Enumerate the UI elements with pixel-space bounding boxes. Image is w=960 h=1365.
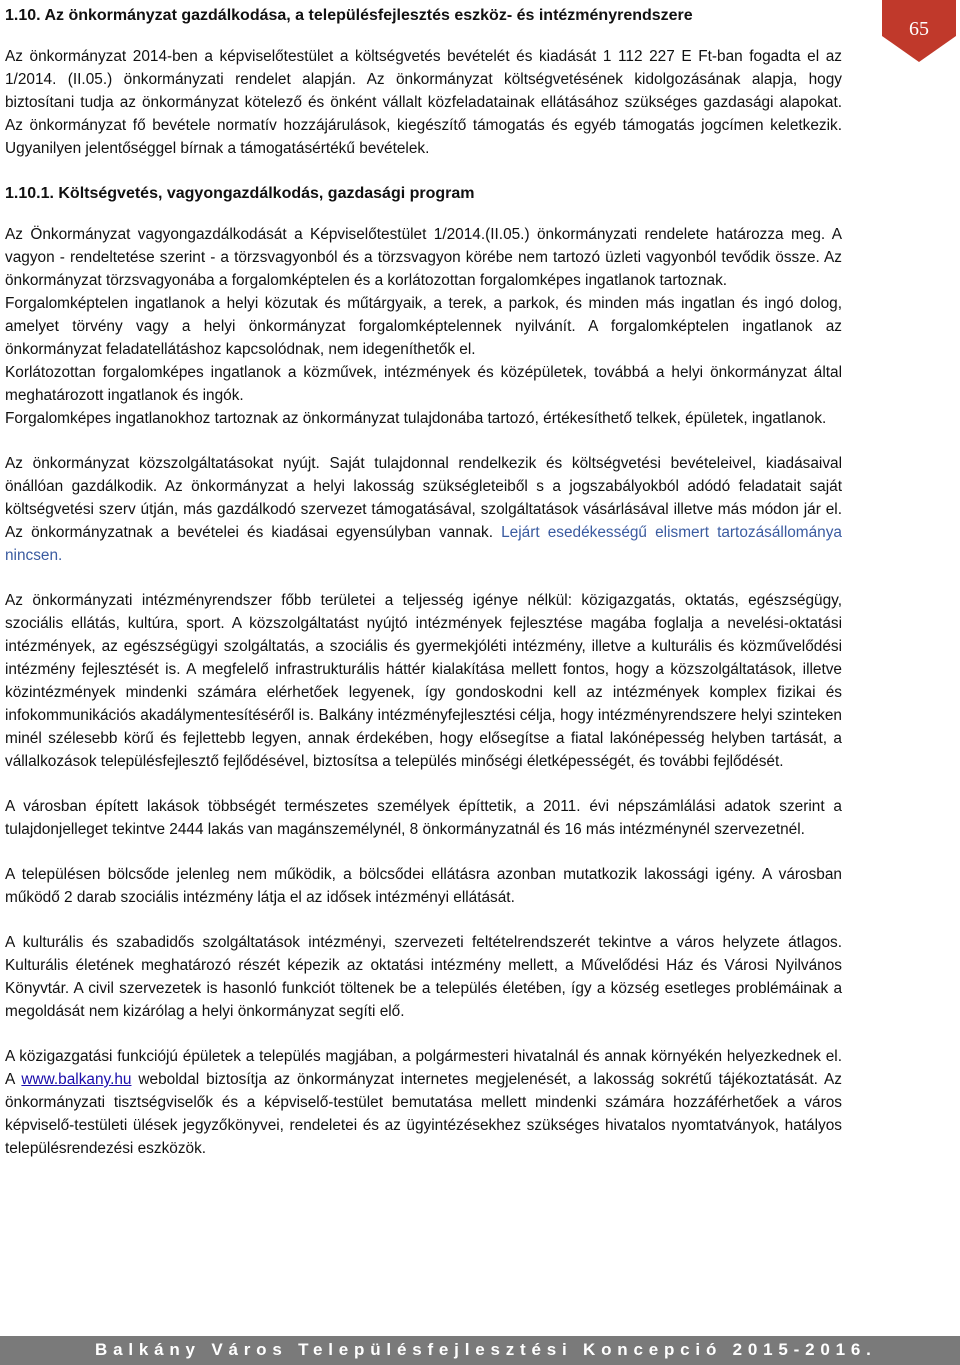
- paragraph-culture: A kulturális és szabadidős szolgáltatások intézményi, szervezeti feltételrendszerét tekintve a város helyzete átlagos. Kulturális életének meghatározó részét képezik az oktatási intézmény mellett, a Művelődési Ház és Városi Nyilvános Könyvtár. A civil szervezetek is hasonló funkciót töltenek be a település életében, így a község esetleges problémáinak a megoldását nem kizárólag a helyi önkormányzat segíti elő.: [5, 934, 842, 1020]
- paragraph-administration-text-after: weboldal biztosítja az önkormányzat internetes megjelenését, a lakosság sokrétű tájékoztatását. Az önkormányzati tisztségviselők és a képviselő-testület bemutatása mellett mindenki számára hozzáférhetőek a város képviselő-testületi ülések jegyzőkönyvei, rendeletei és az ügyintézésekhez szükséges hivatalos nyomtatványok, hatályos településrendezési eszközök.: [5, 1071, 842, 1157]
- paragraph-public-services-text: Az önkormányzat közszolgáltatásokat nyújt. Saját tulajdonnal rendelkezik és költségvetési bevételeivel, kiadásaival önállóan gazdálkodik. Az önkormányzat a helyi lakosság szükségleteiből s a jogszabályokból adódó feladatait saját költségvetési szerv útján, más gazdálkodó szervezet támogatásával, szolgáltatások vásárlásával illetve más módon jár el. Az önkormányzatnak a bevételei és kiadásai egyensúlyban vannak.: [5, 455, 842, 541]
- debt-statement: Lejárt esedékességű elismert tartozásállománya nincsen.: [5, 524, 842, 564]
- paragraph-administration: [5, 1045, 842, 1160]
- paragraph-administration-text-before: A közigazgatási funkciójú épületek a település magjában, a polgármesteri hivatalnál és annak környékén helyezkednek el. A: [5, 1048, 842, 1088]
- paragraph-budget: Az önkormányzat 2014-ben a képviselőtestület a költségvetés bevételét és kiadását 1 112 227 E Ft-ban fogadta el az 1/2014. (II.05.) önkormányzati rendelet alapján. Az önkormányzat költségvetésének kidolgozásának alapja, hogy biztosítani tudja az önkormányzat kötelező és önként vállalt közfeladatainak ellátásához szükséges gazdasági alapokat. Az önkormányzat fő bevétele normatív hozzájárulások, kiegészítő támogatás és egyéb támogatás jogcímen keletkezik. Ugyanilyen jelentőséggel bírnak a támogatásértékű bevételek.: [5, 48, 842, 157]
- paragraph-restricted: Korlátozottan forgalomképes ingatlanok a közművek, intézmények és középületek, továbbá a helyi önkormányzat által meghatározott ingatlanok és ingók.: [5, 364, 842, 404]
- document-body: [5, 4, 842, 1160]
- paragraph-housing: A városban épített lakások többségét természetes személyek építtetik, a 2011. évi népszámlálási adatok szerint a tulajdonjelleget tekintve 2444 lakás van magánszemélynél, 8 önkormányzatnál és 16 más intézménynél szervezetnél.: [5, 798, 842, 838]
- paragraph-marketable: Forgalomképes ingatlanokhoz tartoznak az önkormányzat tulajdonába tartozó, értékesíthető telkek, épületek, ingatlanok.: [5, 410, 827, 427]
- paragraph-non-marketable: Forgalomképtelen ingatlanok a helyi közutak és műtárgyaik, a terek, a parkok, és minden más ingatlan és ingó dolog, amelyet törvény vagy a helyi önkormányzat forgalomképtelennek nyilvánít. A forgalomképtelen ingatlanok az önkormányzat feladatellátáshoz kapcsolódnak, nem idegeníthetők el.: [5, 295, 842, 358]
- footer-title: Balkány Város Településfejlesztési Koncepció 2015-2016.: [95, 1340, 877, 1359]
- paragraph-public-services: [5, 452, 842, 567]
- subsection-heading: 1.10.1. Költségvetés, vagyongazdálkodás, gazdasági program: [5, 185, 475, 202]
- section-heading: 1.10. Az önkormányzat gazdálkodása, a településfejlesztés eszköz- és intézményrendszere: [5, 7, 693, 24]
- paragraph-asset-management: Az Önkormányzat vagyongazdálkodását a Képviselőtestület 1/2014.(II.05.) önkormányzati rendelete határozza meg. A vagyon - rendeltetése szerint - a törzsvagyonból és a törzsvagyon körébe nem tartozó üzleti vagyonból tevődik össze. Az önkormányzat törzsvagyonába a forgalomképtelen és a korlátozottan forgalomképes ingatlanok tartoznak.: [5, 226, 842, 289]
- paragraph-institutions: Az önkormányzati intézményrendszer főbb területei a teljesség igénye nélkül: közigazgatás, oktatás, egészségügy, szociális ellátás, kultúra, sport. A közszolgáltatást nyújtó intézmények fejlesztése magába foglalja a nevelési-oktatási intézmények, az egészségügyi szolgáltatás, a szociális és gyermekjóléti intézmény, illetve a kulturális és közművelődési intézmény fejlesztését is. A megfelelő infrastrukturális háttér kialakítása mellett fontos, hogy a közszolgáltatások, illetve közintézmények mindenki számára elérhetőek legyenek, így gondoskodni kell az intézmények komplex fizikai és infokommunikációs akadálymentesítéséről is. Balkány intézményfejlesztési célja, hogy intézményrendszere helyi szinteken minél szélesebb körű és fejlettebb legyen, annak érdekében, hogy elősegítse a fiatal lakónépesség helyben tartását, a vállalkozások településfejlesztő fejlődésével, biztosítsa a település minőségi életképességét, és további fejlődését.: [5, 592, 842, 770]
- website-link[interactable]: www.balkany.hu: [21, 1071, 132, 1088]
- page-number-badge: [882, 0, 956, 62]
- page-number: 65: [909, 18, 929, 40]
- footer-bar: [0, 1336, 960, 1365]
- paragraph-nursery: A településen bölcsőde jelenleg nem működik, a bölcsődei ellátásra azonban mutatkozik lakossági igény. A városban működő 2 darab szociális intézmény látja el az idősek intézményi ellátását.: [5, 866, 842, 906]
